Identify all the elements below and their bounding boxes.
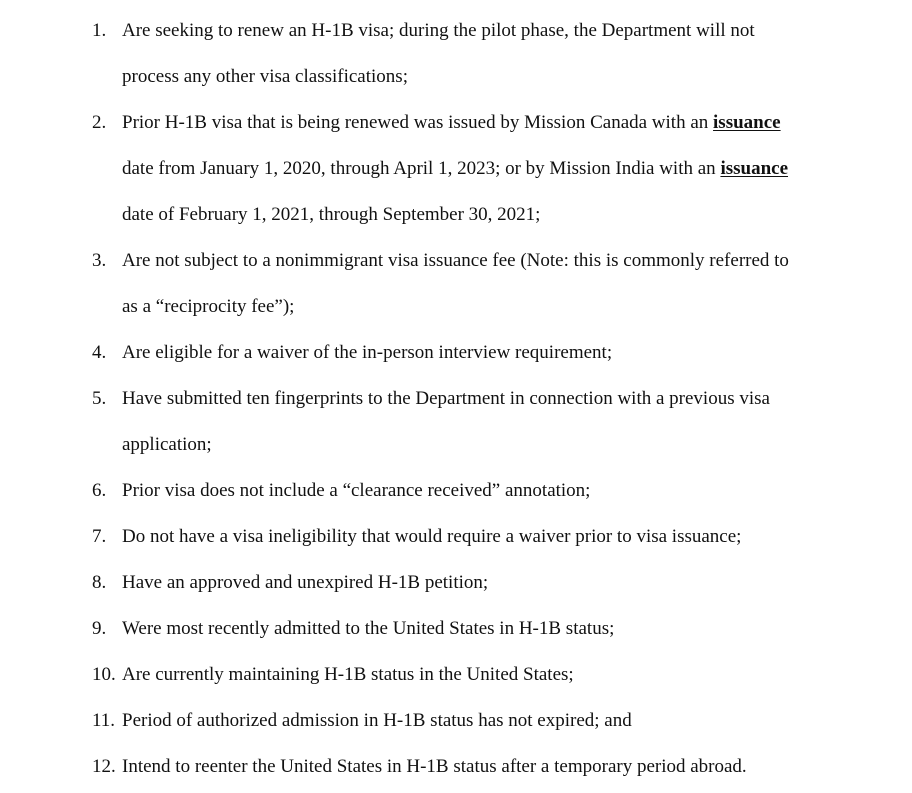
list-number: 4. — [92, 342, 107, 363]
list-number: 7. — [92, 526, 107, 547]
list-number: 10. — [92, 664, 116, 685]
list-line: as a “reciprocity fee”); — [122, 296, 295, 317]
list-line: process any other visa classifications; — [122, 66, 408, 87]
list-line: Do not have a visa ineligibility that would require a waiver prior to visa issuance; — [122, 526, 742, 547]
list-line: Intend to reenter the United States in H-1B status after a temporary period abroad. — [122, 756, 747, 777]
list-line — [122, 100, 781, 146]
list-number: 2. — [92, 112, 107, 133]
list-line: Were most recently admitted to the United States in H-1B status; — [122, 618, 615, 639]
list-number: 5. — [92, 388, 107, 409]
list-number: 11. — [92, 710, 116, 731]
list-number: 1. — [92, 20, 107, 41]
emphasized-word: issuance — [720, 158, 789, 179]
list-line: Have an approved and unexpired H-1B petition; — [122, 572, 489, 593]
list-line: Are eligible for a waiver of the in-person interview requirement; — [122, 342, 613, 363]
list-number: 9. — [92, 618, 107, 639]
list-number: 3. — [92, 250, 107, 271]
list-number: 8. — [92, 572, 107, 593]
list-line-text: date from January 1, 2020, through April 1, 2023; or by Mission India with an — [122, 158, 716, 179]
list-line — [122, 146, 788, 192]
list-number: 6. — [92, 480, 107, 501]
list-line: application; — [122, 434, 212, 455]
list-line: Are currently maintaining H-1B status in the United States; — [122, 664, 574, 685]
emphasized-word: issuance — [713, 112, 781, 133]
list-line: date of February 1, 2021, through September 30, 2021; — [122, 204, 541, 225]
list-line: Are not subject to a nonimmigrant visa issuance fee (Note: this is commonly referred to — [122, 250, 789, 271]
list-line: Are seeking to renew an H-1B visa; during the pilot phase, the Department will not — [122, 20, 755, 41]
list-number: 12. — [92, 756, 116, 777]
list-line: Period of authorized admission in H-1B status has not expired; and — [122, 710, 632, 731]
list-line-text: Prior H-1B visa that is being renewed was issued by Mission Canada with an — [122, 112, 709, 133]
list-line: Have submitted ten fingerprints to the Department in connection with a previous visa — [122, 388, 770, 409]
list-line: Prior visa does not include a “clearance received” annotation; — [122, 480, 591, 501]
